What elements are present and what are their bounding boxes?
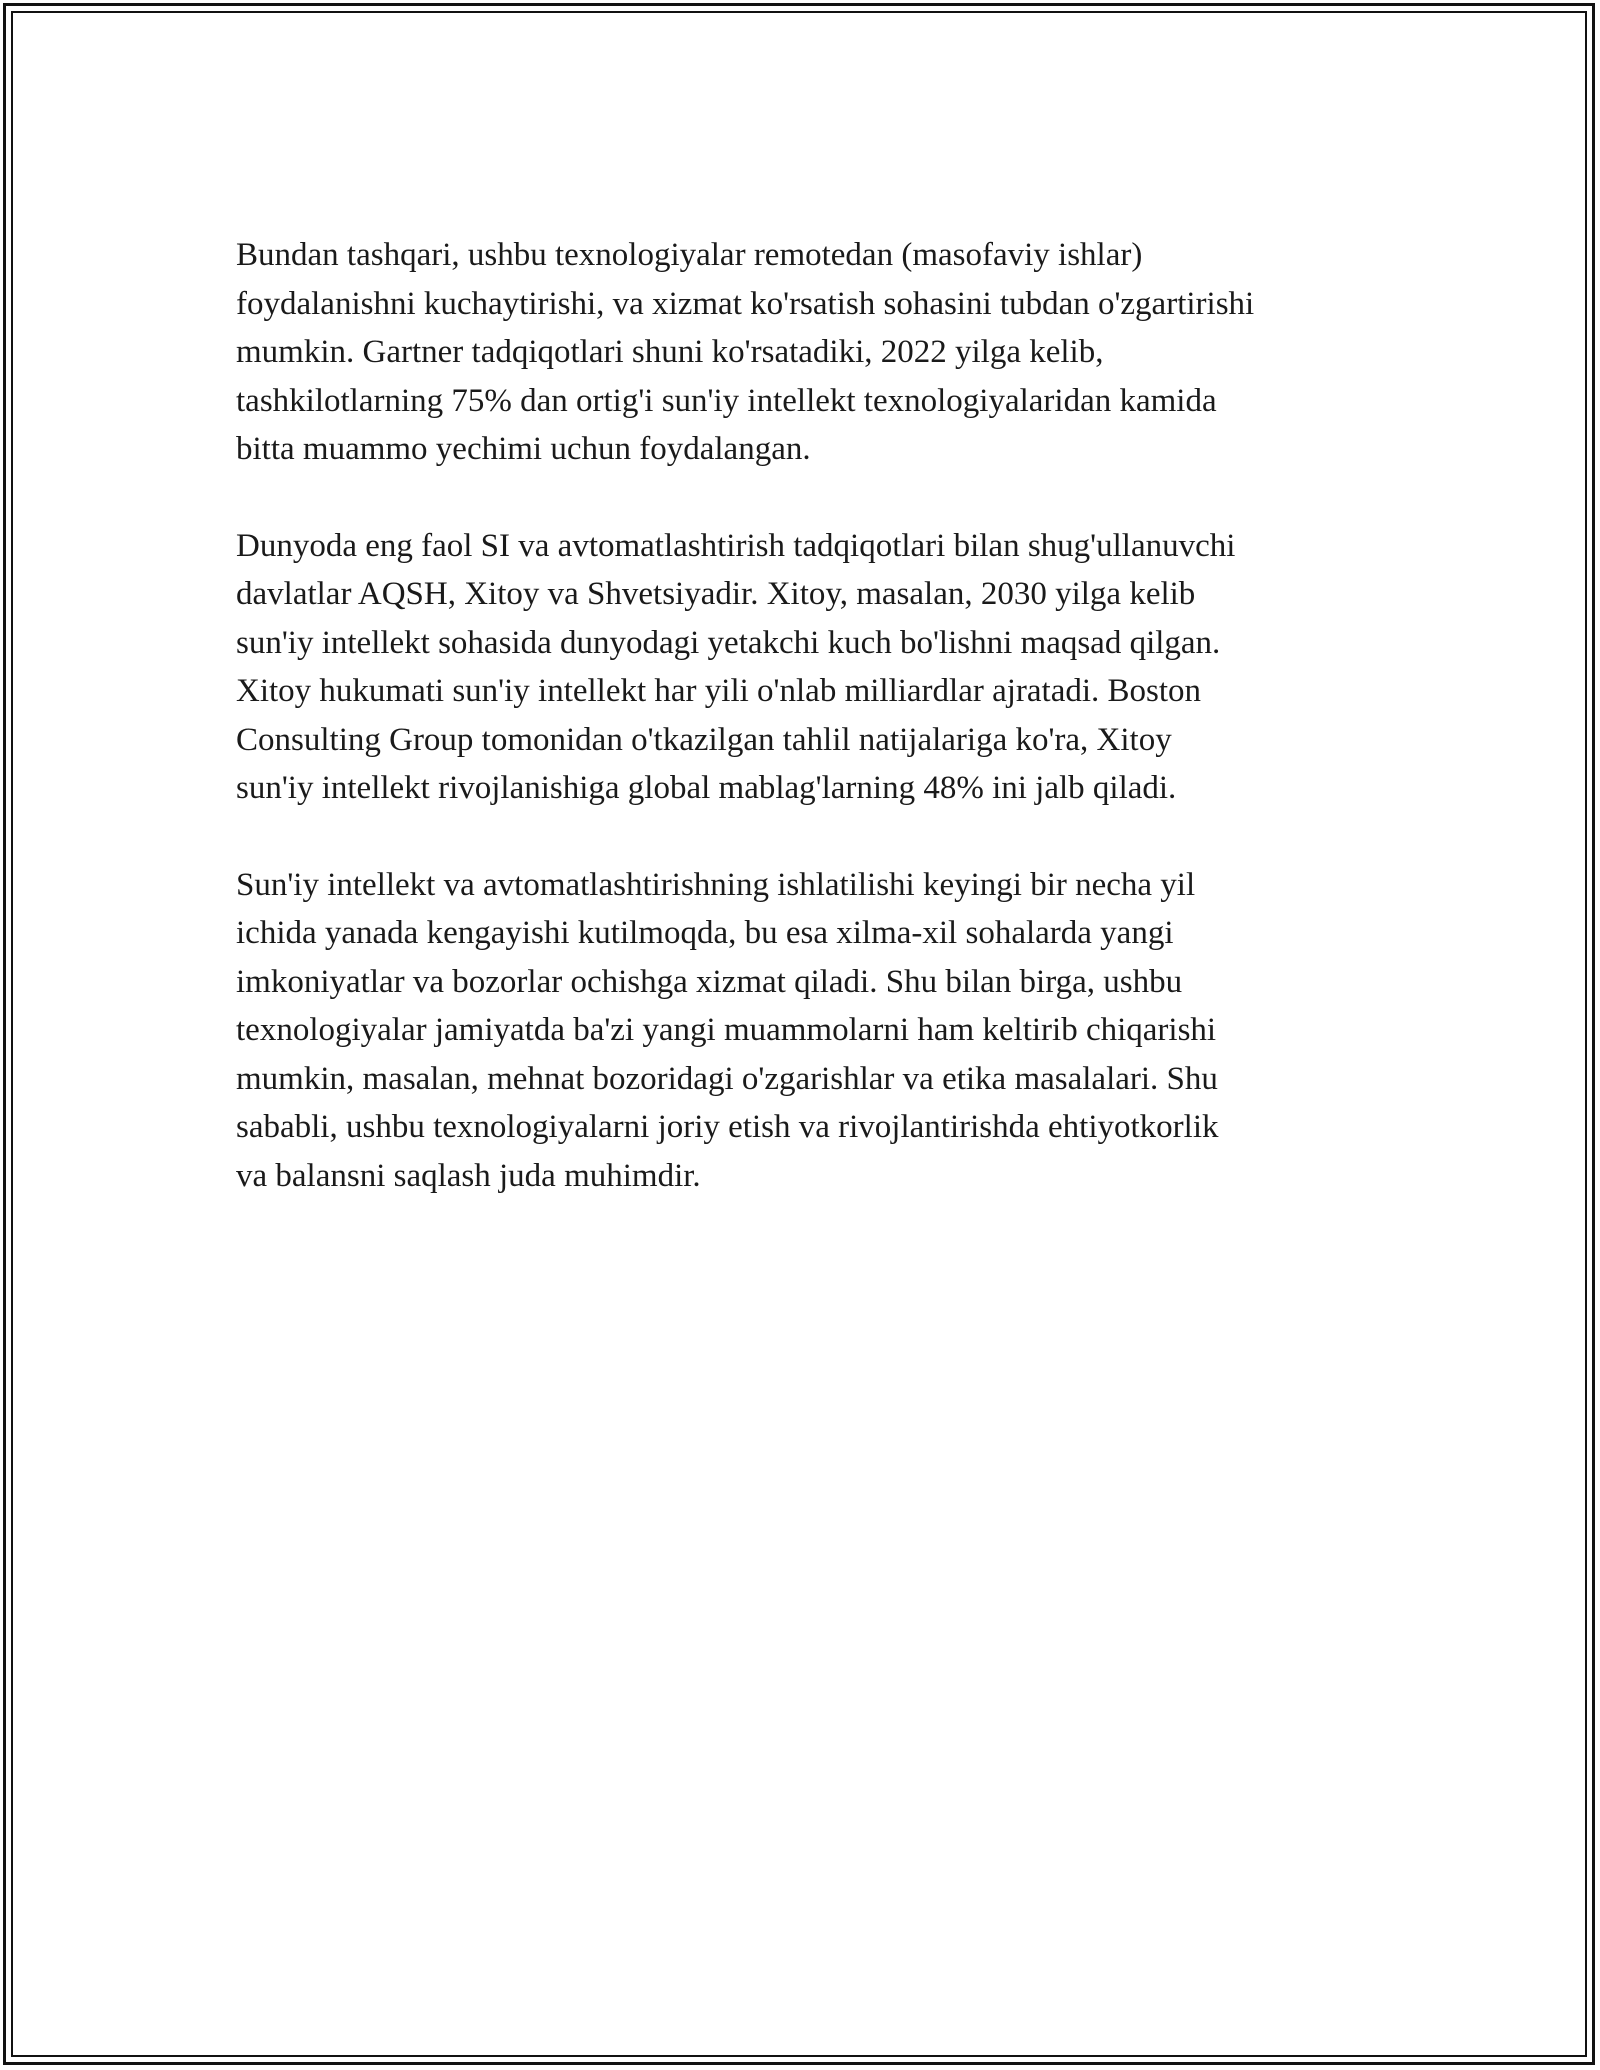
text-line: Bundan tashqari, ushbu texnologiyalar remotedan (masofaviy ishlar) — [236, 237, 1143, 273]
text-line: Consulting Group tomonidan o'tkazilgan tahlil natijalariga ko'ra, Xitoy — [236, 721, 1172, 758]
text-line: mumkin, masalan, mehnat bozoridagi o'zgarishlar va etika masalalari. Shu — [236, 1060, 1218, 1097]
text-line: va balansni saqlash juda muhimdir. — [236, 1157, 701, 1194]
text-line: sababli, ushbu texnologiyalarni joriy etish va rivojlantirishda ehtiyotkorlik — [236, 1109, 1219, 1145]
text-line: Dunyoda eng faol SI va avtomatlashtirish tadqiqotlari bilan shug'ullanuvchi — [236, 527, 1236, 564]
document-body — [236, 231, 1386, 1248]
text-line: davlatlar AQSH, Xitoy va Shvetsiyadir. Xitoy, masalan, 2030 yilga kelib — [236, 576, 1196, 612]
text-line: imkoniyatlar va bozorlar ochishga xizmat qiladi. Shu bilan birga, ushbu — [236, 963, 1183, 1000]
text-line: ichida yanada kengayishi kutilmoqda, bu esa xilma-xil sohalarda yangi — [236, 915, 1174, 951]
text-line: bitta muammo yechimi uchun foydalangan. — [236, 431, 811, 467]
paragraph-leading-countries — [236, 522, 1386, 813]
text-line: sun'iy intellekt sohasida dunyodagi yetakchi kuch bo'lishni maqsad qilgan. — [236, 624, 1221, 661]
text-line: Xitoy hukumati sun'iy intellekt har yili o'nlab milliardlar ajratadi. Boston — [236, 673, 1202, 709]
paragraph-remote-work — [236, 231, 1386, 474]
text-line: sun'iy intellekt rivojlanishiga global mablag'larning 48% ini jalb qiladi. — [236, 770, 1177, 806]
text-line: tashkilotlarning 75% dan ortig'i sun'iy intellekt texnologiyalaridan kamida — [236, 382, 1217, 419]
text-line: mumkin. Gartner tadqiqotlari shuni ko'rsatadiki, 2022 yilga kelib, — [236, 334, 1104, 370]
text-line: foydalanishni kuchaytirishi, va xizmat ko'rsatish sohasini tubdan o'zgartirishi — [236, 285, 1255, 322]
paragraph-future-outlook — [236, 861, 1386, 1201]
text-line: texnologiyalar jamiyatda ba'zi yangi muammolarni ham keltirib chiqarishi — [236, 1012, 1217, 1048]
text-line: Sun'iy intellekt va avtomatlashtirishning ishlatilishi keyingi bir necha yil — [236, 866, 1196, 903]
